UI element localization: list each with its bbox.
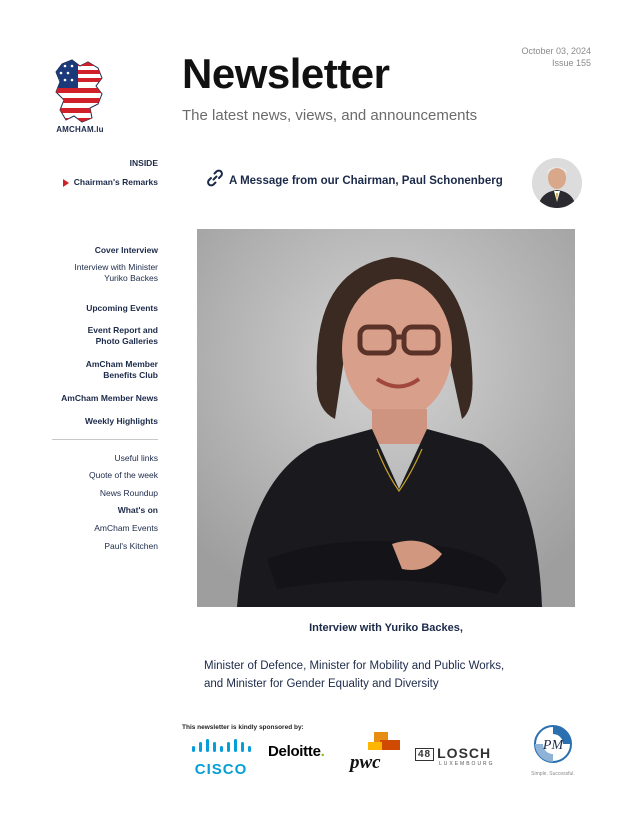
sponsor-pwc[interactable] bbox=[350, 732, 400, 772]
sidebar-item-interview-minister[interactable]: Interview with Minister Yuriko Backes bbox=[74, 262, 158, 283]
sidebar-item-member-news[interactable]: AmCham Member News bbox=[61, 393, 158, 403]
cisco-bars-icon bbox=[190, 738, 252, 754]
sidebar-item-event-report[interactable]: Event Report and Photo Galleries bbox=[87, 325, 158, 346]
issue-meta bbox=[521, 45, 591, 69]
sponsors-label: This newsletter is kindly sponsored by: bbox=[182, 724, 304, 731]
feature-photo[interactable] bbox=[197, 229, 575, 607]
losch-48-mark: 48 bbox=[415, 748, 434, 761]
sponsor-deloitte[interactable] bbox=[268, 743, 324, 760]
sidebar-item-upcoming-events[interactable]: Upcoming Events bbox=[86, 303, 158, 313]
deloitte-dot: . bbox=[320, 743, 325, 760]
feature-caption-line2: and Minister for Gender Equality and Diversity bbox=[204, 678, 439, 690]
chairman-message-text: A Message from our Chairman, Paul Schonenberg bbox=[229, 175, 503, 187]
sponsor-cisco[interactable] bbox=[190, 738, 252, 778]
pm-logo-icon bbox=[533, 724, 573, 764]
svg-text:PM: PM bbox=[542, 738, 564, 753]
feature-caption-body bbox=[204, 657, 584, 693]
issue-number: Issue 155 bbox=[551, 58, 591, 68]
amcham-logo[interactable] bbox=[52, 58, 108, 124]
cisco-wordmark: CISCO bbox=[194, 761, 248, 778]
sponsor-losch[interactable] bbox=[415, 745, 495, 767]
active-marker-icon bbox=[63, 179, 69, 187]
feature-caption-title[interactable]: Interview with Yuriko Backes, bbox=[309, 622, 463, 634]
logo-text: AMCHAM.lu bbox=[56, 125, 104, 134]
feature-caption-line1: Minister of Defence, Minister for Mobility and Public Works, bbox=[204, 660, 505, 672]
sidebar-inside-label: INSIDE bbox=[129, 158, 158, 168]
sidebar-item-label: Chairman's Remarks bbox=[73, 177, 158, 187]
sidebar-item-news-roundup[interactable]: News Roundup bbox=[99, 488, 158, 498]
pwc-wordmark: pwc bbox=[350, 752, 381, 773]
chairman-photo[interactable] bbox=[532, 158, 582, 208]
page-title: Newsletter bbox=[182, 50, 390, 97]
losch-subtitle: LUXEMBOURG bbox=[439, 761, 495, 767]
sponsor-pm[interactable] bbox=[530, 724, 576, 777]
sidebar-divider bbox=[52, 439, 158, 440]
chairman-message-link[interactable] bbox=[205, 168, 503, 188]
sidebar-item-chairmans-remarks[interactable] bbox=[63, 177, 158, 188]
sidebar-item-useful-links[interactable]: Useful links bbox=[114, 453, 158, 463]
sidebar-item-quote-of-the-week[interactable]: Quote of the week bbox=[89, 470, 158, 480]
pm-tagline: Simple. Successful. bbox=[531, 771, 575, 777]
sidebar-item-weekly-highlights[interactable]: Weekly Highlights bbox=[84, 416, 158, 426]
sidebar-item-cover-interview[interactable]: Cover Interview bbox=[94, 245, 158, 255]
losch-wordmark: LOSCH bbox=[437, 745, 492, 761]
sidebar-item-whats-on[interactable]: What's on bbox=[117, 505, 158, 515]
link-icon bbox=[205, 168, 225, 188]
page-subtitle: The latest news, views, and announcements bbox=[182, 107, 478, 124]
sidebar-item-amcham-events[interactable]: AmCham Events bbox=[94, 523, 158, 533]
issue-date: October 03, 2024 bbox=[521, 46, 591, 56]
deloitte-wordmark: Deloitte bbox=[268, 743, 321, 760]
sidebar-item-member-benefits[interactable]: AmCham Member Benefits Club bbox=[85, 359, 158, 380]
sidebar-item-pauls-kitchen[interactable]: Paul's Kitchen bbox=[104, 541, 158, 551]
